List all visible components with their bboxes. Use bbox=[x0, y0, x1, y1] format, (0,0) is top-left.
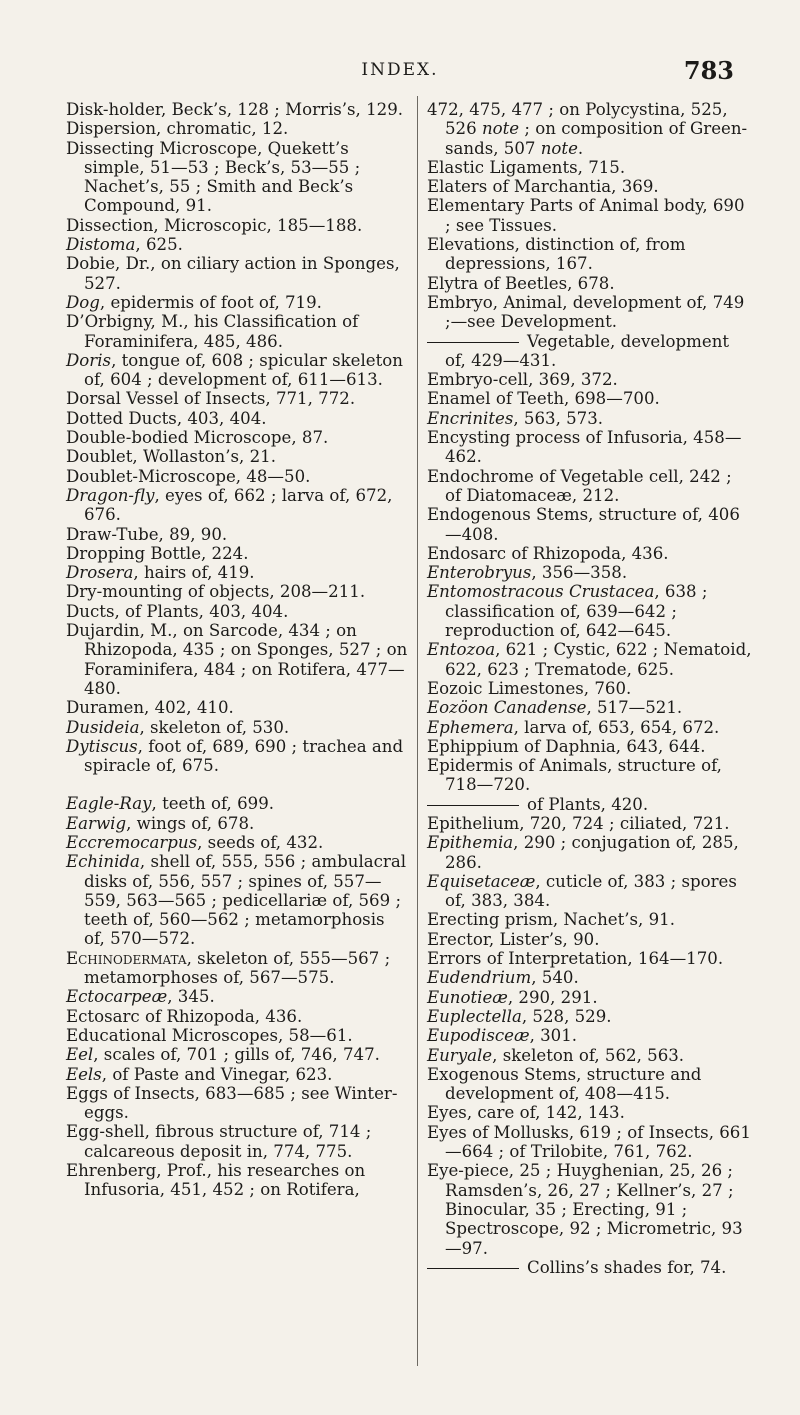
entry-text: Encrinites bbox=[427, 408, 514, 428]
index-entry bbox=[66, 602, 409, 621]
index-entry bbox=[427, 563, 753, 582]
entry-text: Elevations, distinction of, from depressions, 167. bbox=[427, 235, 686, 274]
index-entry bbox=[66, 486, 409, 525]
index-entry bbox=[427, 293, 753, 332]
entry-text: Doris bbox=[66, 350, 112, 370]
entry-text: Double-bodied Microscope, 87. bbox=[66, 428, 329, 448]
entry-text: , 356—358. bbox=[531, 563, 628, 583]
index-entry bbox=[427, 640, 753, 679]
index-entry bbox=[427, 698, 753, 717]
entry-text: 472, 475, 477 ; on Polycystina, 525, 526 bbox=[427, 100, 728, 139]
entry-text: Eozoic Limestones, 760. bbox=[427, 678, 632, 698]
entry-text: , seeds of, 432. bbox=[197, 832, 324, 852]
index-entry bbox=[427, 795, 753, 814]
entry-text: Educational Microscopes, 58—61. bbox=[66, 1025, 353, 1045]
entry-text: Ectosarc of Rhizopoda, 436. bbox=[66, 1006, 303, 1026]
entry-text: , 517—521. bbox=[586, 698, 683, 718]
index-entry bbox=[66, 447, 409, 466]
entry-text: note bbox=[540, 138, 578, 158]
entry-text: Eupodisceæ bbox=[427, 1026, 530, 1046]
entry-text: Enamel of Teeth, 698—700. bbox=[427, 389, 660, 409]
index-entry bbox=[66, 718, 409, 737]
index-entry bbox=[66, 833, 409, 852]
index-entry bbox=[427, 930, 753, 949]
entry-text: Elaters of Marchantia, 369. bbox=[427, 177, 659, 197]
entry-text: Errors of Interpretation, 164—170. bbox=[427, 949, 724, 969]
entry-text: , tongue of, 608 ; spicular skeleton of, 604 ; development of, 611—613. bbox=[84, 350, 403, 390]
index-entry bbox=[66, 1122, 409, 1161]
entry-text: Disk-holder, Beck’s, 128 ; Morris’s, 129. bbox=[66, 100, 404, 119]
entry-text: Ephemera bbox=[427, 717, 514, 737]
entry-text: Drosera bbox=[66, 563, 134, 583]
index-entry bbox=[427, 1103, 753, 1122]
ditto-dash bbox=[427, 342, 519, 343]
entry-text: Eel bbox=[66, 1045, 94, 1065]
index-entry bbox=[66, 216, 409, 235]
index-entry bbox=[427, 177, 753, 196]
entry-text: Elementary Parts of Animal body, 690 ; see Tissues. bbox=[427, 196, 745, 235]
entry-text: Dissection, Microscopic, 185—188. bbox=[66, 215, 363, 235]
index-entry bbox=[427, 409, 753, 428]
entry-text: Ehrenberg, Prof., his researches on Infusoria, 451, 452 ; on Rotifera, bbox=[66, 1161, 366, 1200]
entry-text: Ducts, of Plants, 403, 404. bbox=[66, 601, 289, 621]
index-entry bbox=[427, 332, 753, 371]
index-entry bbox=[427, 756, 753, 795]
entry-text: Epidermis of Animals, structure of, 718—720. bbox=[427, 756, 722, 795]
entry-text: , of Paste and Vinegar, 623. bbox=[101, 1064, 333, 1084]
right-column bbox=[427, 100, 753, 1277]
index-entry bbox=[427, 988, 753, 1007]
entry-text: Endochrome of Vegetable cell, 242 ; of Diatomaceæ, 212. bbox=[427, 466, 732, 505]
index-entry bbox=[66, 1084, 409, 1123]
entry-text: Dytiscus bbox=[66, 736, 138, 756]
entry-text: Epithemia bbox=[427, 833, 514, 853]
entry-text: , 290, 291. bbox=[507, 987, 598, 1007]
entry-text: Earwig bbox=[66, 813, 127, 833]
entry-text: Draw-Tube, 89, 90. bbox=[66, 524, 228, 544]
index-entry bbox=[427, 389, 753, 408]
entry-text: Entozoa bbox=[427, 640, 496, 660]
entry-text: note bbox=[481, 119, 520, 139]
entry-text: Eagle-Ray bbox=[66, 794, 152, 814]
entry-text: Exogenous Stems, structure and development of, 408—415. bbox=[427, 1064, 702, 1104]
page-number: 783 bbox=[683, 56, 734, 85]
index-entry bbox=[66, 582, 409, 601]
index-entry bbox=[427, 1161, 753, 1257]
entry-text: Echinida bbox=[66, 852, 140, 872]
entry-text: Collins’s shades for, 74. bbox=[527, 1257, 727, 1277]
index-entry bbox=[66, 467, 409, 486]
entry-text: Dropping Bottle, 224. bbox=[66, 543, 249, 563]
column-divider bbox=[417, 96, 418, 1366]
entry-text: , wings of, 678. bbox=[126, 813, 255, 833]
index-entry bbox=[66, 293, 409, 312]
index-entry bbox=[66, 351, 409, 390]
entry-text: Dispersion, chromatic, 12. bbox=[66, 119, 289, 139]
index-entry bbox=[66, 852, 409, 948]
entry-text: , scales of, 701 ; gills of, 746, 747. bbox=[93, 1045, 380, 1065]
index-entry bbox=[427, 910, 753, 929]
entry-text: Elytra of Beetles, 678. bbox=[427, 273, 615, 293]
entry-text: Vegetable, development of, 429—431. bbox=[445, 331, 730, 370]
entry-text: , larva of, 653, 654, 672. bbox=[513, 717, 720, 737]
index-entry bbox=[66, 814, 409, 833]
entry-text: Endogenous Stems, structure of, 406—408. bbox=[427, 505, 740, 544]
index-entry bbox=[427, 1123, 753, 1162]
entry-text: Endosarc of Rhizopoda, 436. bbox=[427, 543, 669, 563]
index-entry bbox=[427, 872, 753, 911]
index-entry bbox=[427, 737, 753, 756]
entry-text: Eccremocarpus bbox=[66, 832, 198, 852]
entry-text: , skeleton of, 530. bbox=[139, 717, 290, 737]
index-entry bbox=[427, 1007, 753, 1026]
entry-text: , 625. bbox=[135, 235, 183, 255]
entry-text: , foot of, 689, 690 ; trachea and spiracle of, 675. bbox=[84, 736, 404, 776]
index-entry bbox=[427, 467, 753, 506]
index-entry bbox=[427, 370, 753, 389]
entry-text: Dissecting Microscope, Quekett’s simple, 51—53 ; Beck’s, 53—55 ; Nachet’s, 55 ; Smith and Beck’s Compound, 91. bbox=[66, 138, 361, 216]
ditto-dash bbox=[427, 805, 519, 806]
index-entry bbox=[66, 428, 409, 447]
entry-text: Dog bbox=[66, 292, 100, 312]
index-entry bbox=[427, 428, 753, 467]
index-entry bbox=[66, 698, 409, 717]
index-entry bbox=[427, 814, 753, 833]
index-entry bbox=[427, 196, 753, 235]
index-entry bbox=[66, 949, 409, 988]
index-entry bbox=[66, 235, 409, 254]
entry-text: , skeleton of, 562, 563. bbox=[492, 1045, 685, 1065]
entry-text: Embryo, Animal, development of, 749 ;—see Development. bbox=[427, 292, 745, 332]
entry-text: Enterobryus bbox=[427, 563, 532, 583]
entry-text: Dobie, Dr., on ciliary action in Sponges, 527. bbox=[66, 254, 400, 293]
index-entry bbox=[427, 679, 753, 698]
index-entry bbox=[66, 139, 409, 216]
entry-text: , 528, 529. bbox=[521, 1006, 612, 1026]
index-entry bbox=[66, 1065, 409, 1084]
running-title: INDEX. bbox=[361, 60, 439, 80]
entry-text: Eye-piece, 25 ; Huyghenian, 25, 26 ; Ramsden’s, 26, 27 ; Kellner’s, 27 ; Binocular, 35 ; Erecting, 91 ; Spectroscope, 92 ; Micrometric, 93—97. bbox=[427, 1161, 743, 1258]
index-entry bbox=[66, 1161, 409, 1200]
index-entry bbox=[66, 794, 409, 813]
index-entry bbox=[66, 987, 409, 1006]
entry-text: , hairs of, 419. bbox=[133, 563, 255, 583]
entry-text: , 290 ; conjugation of, 285, 286. bbox=[445, 833, 739, 872]
entry-text: Embryo-cell, 369, 372. bbox=[427, 370, 618, 390]
index-entry bbox=[66, 389, 409, 408]
left-column bbox=[66, 100, 409, 1200]
entry-text: , shell of, 555, 556 ; ambulacral disks of, 556, 557 ; spines of, 557—559, 563—565 ; pedicellariæ of, 569 ; teeth of, 560—562 ; metamorphosis of, 570—572. bbox=[84, 852, 407, 949]
index-entry bbox=[66, 312, 409, 351]
index-entry bbox=[66, 1026, 409, 1045]
index-entry bbox=[66, 544, 409, 563]
entry-text: Dorsal Vessel of Insects, 771, 772. bbox=[66, 389, 356, 409]
index-entry bbox=[66, 563, 409, 582]
entry-text: Eyes, care of, 142, 143. bbox=[427, 1103, 625, 1123]
index-entry bbox=[427, 544, 753, 563]
entry-text: Egg-shell, fibrous structure of, 714 ; calcareous deposit in, 774, 775. bbox=[66, 1122, 372, 1161]
entry-text: Equisetaceæ bbox=[427, 871, 536, 891]
entry-text: , 301. bbox=[529, 1026, 578, 1046]
entry-text: Dry-mounting of objects, 208—211. bbox=[66, 582, 366, 602]
entry-text: Dragon-fly bbox=[66, 485, 155, 505]
index-entry bbox=[66, 621, 409, 698]
index-entry bbox=[427, 100, 753, 158]
index-entry bbox=[427, 1258, 753, 1277]
entry-text: , epidermis of foot of, 719. bbox=[99, 292, 322, 312]
index-entry bbox=[427, 235, 753, 274]
index-entry bbox=[427, 968, 753, 987]
entry-text: Doublet, Wollaston’s, 21. bbox=[66, 447, 276, 467]
entry-text: . bbox=[577, 138, 584, 158]
index-entry bbox=[427, 833, 753, 872]
entry-text: , 621 ; Cystic, 622 ; Nematoid, 622, 623 ; Trematode, 625. bbox=[445, 640, 752, 679]
entry-text: Dujardin, M., on Sarcode, 434 ; on Rhizopoda, 435 ; on Sponges, 527 ; on Foraminifera, 484 ; on Rotifera, 477—480. bbox=[66, 621, 408, 698]
entry-text: Eunotieæ bbox=[427, 987, 508, 1007]
index-entry bbox=[427, 158, 753, 177]
index-entry bbox=[66, 409, 409, 428]
entry-text: Entomostracous Crustacea bbox=[427, 582, 655, 602]
entry-text: Dusideia bbox=[66, 717, 140, 737]
page-header bbox=[0, 54, 800, 84]
index-entry bbox=[66, 100, 409, 119]
index-entry bbox=[66, 254, 409, 293]
entry-text: , skeleton of, 555—567 ; metamorphoses of, 567—575. bbox=[84, 948, 391, 988]
index-entry bbox=[427, 1026, 753, 1045]
index-entry bbox=[427, 582, 753, 640]
entry-text: Eggs of Insects, 683—685 ; see Winter-eggs. bbox=[66, 1083, 398, 1123]
entry-text: Epithelium, 720, 724 ; ciliated, 721. bbox=[427, 813, 730, 833]
index-entry bbox=[427, 505, 753, 544]
entry-text: of Plants, 420. bbox=[527, 794, 649, 814]
entry-text: Dotted Ducts, 403, 404. bbox=[66, 408, 267, 428]
entry-text: Eels bbox=[66, 1064, 102, 1084]
entry-text: Distoma bbox=[66, 235, 136, 255]
entry-text: Erecting prism, Nachet’s, 91. bbox=[427, 910, 675, 930]
index-entry bbox=[427, 1065, 753, 1104]
entry-text: Encysting process of Infusoria, 458—462. bbox=[427, 428, 742, 467]
entry-text: , eyes of, 662 ; larva of, 672, 676. bbox=[84, 485, 393, 525]
entry-text: Erector, Lister’s, 90. bbox=[427, 929, 600, 949]
index-entry bbox=[427, 718, 753, 737]
index-entry bbox=[427, 1046, 753, 1065]
ditto-dash bbox=[427, 1268, 519, 1269]
index-entry bbox=[66, 119, 409, 138]
entry-text: Euryale bbox=[427, 1045, 493, 1065]
entry-text: Eudendrium bbox=[427, 968, 532, 988]
entry-text: D’Orbigny, M., his Classification of Foraminifera, 485, 486. bbox=[66, 312, 359, 351]
entry-text: , cuticle of, 383 ; spores of, 383, 384. bbox=[445, 871, 737, 911]
entry-text: , 638 ; classification of, 639—642 ; reproduction of, 642—645. bbox=[445, 582, 708, 641]
entry-text: , 563, 573. bbox=[513, 408, 604, 428]
entry-text: Duramen, 402, 410. bbox=[66, 698, 234, 718]
entry-text: ; on composition of Green-sands, 507 bbox=[445, 119, 748, 158]
index-entry bbox=[66, 1045, 409, 1064]
letter-section-gap bbox=[66, 775, 409, 794]
entry-text: Doublet-Microscope, 48—50. bbox=[66, 466, 311, 486]
entry-text: Eyes of Mollusks, 619 ; of Insects, 661—664 ; of Trilobite, 761, 762. bbox=[427, 1122, 751, 1162]
entry-text: , 345. bbox=[167, 987, 215, 1007]
entry-text: Ectocarpeæ bbox=[66, 987, 168, 1007]
index-entry bbox=[66, 1007, 409, 1026]
entry-text: Eozöon Canadense bbox=[427, 698, 587, 718]
index-entry bbox=[66, 737, 409, 776]
entry-text: Ephippium of Daphnia, 643, 644. bbox=[427, 736, 706, 756]
index-entry bbox=[427, 274, 753, 293]
entry-text: , 540. bbox=[531, 968, 579, 988]
entry-text: , teeth of, 699. bbox=[151, 794, 275, 814]
entry-text: Echinodermata bbox=[66, 948, 187, 968]
index-entry bbox=[427, 949, 753, 968]
entry-text: Elastic Ligaments, 715. bbox=[427, 157, 626, 177]
entry-text: Euplectella bbox=[427, 1006, 522, 1026]
index-entry bbox=[66, 525, 409, 544]
